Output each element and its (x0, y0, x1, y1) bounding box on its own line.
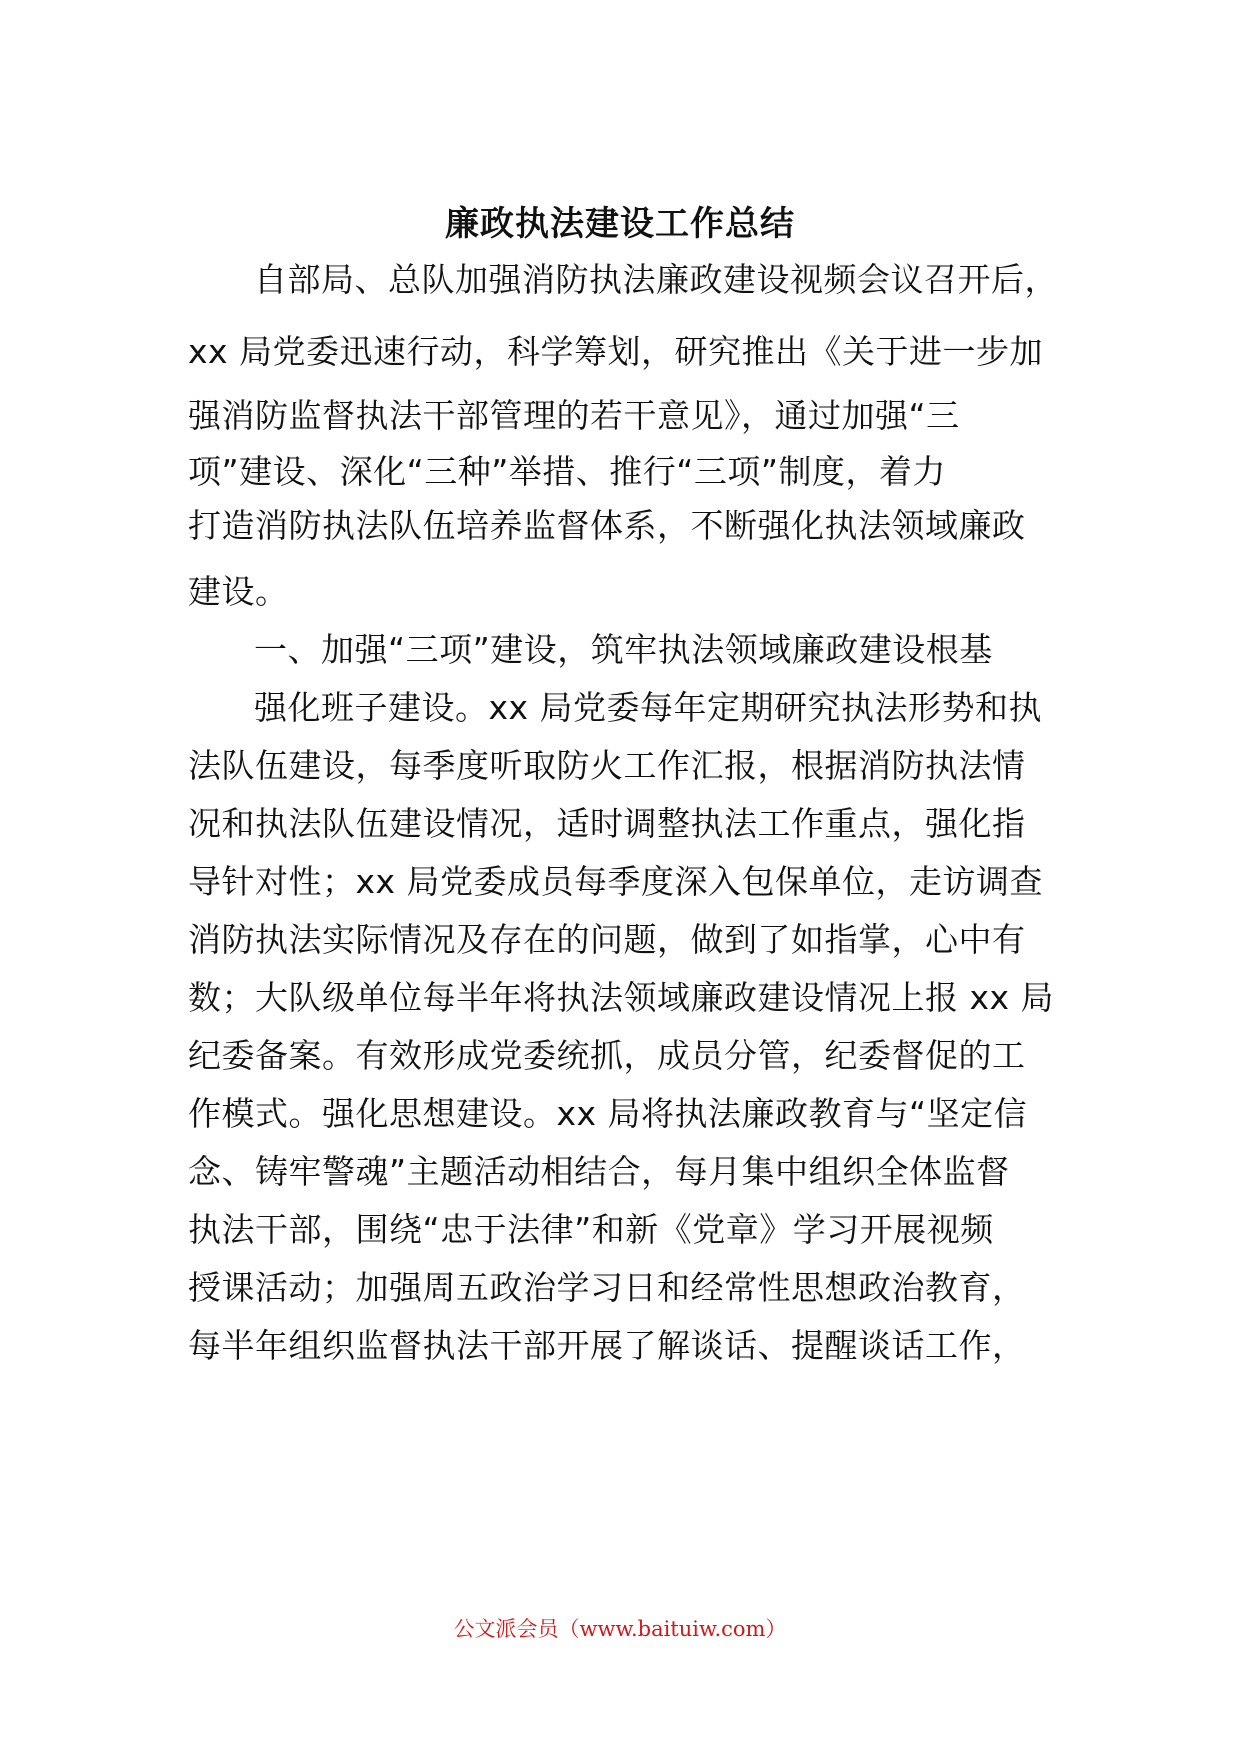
body-line: 授课活动；加强周五政治学习日和经常性思想政治教育， (188, 1268, 1026, 1307)
section-heading: 一、加强“三项”建设，筑牢执法领域廉政建设根基 (254, 630, 993, 669)
body-line: 自部局、总队加强消防执法廉政建设视频会议召开后， (254, 260, 1058, 299)
body-line: 消防执法实际情况及存在的问题，做到了如指掌，心中有 (188, 920, 1026, 959)
footer-watermark: 公文派会员（www.baituiw.com） (453, 1617, 787, 1641)
body-line: 每半年组织监督执法干部开展了解谈话、提醒谈话工作， (188, 1326, 1026, 1365)
body-line: 作模式。强化思想建设。xx 局将执法廉政教育与“坚定信 (188, 1094, 1028, 1133)
body-line: 况和执法队伍建设情况，适时调整执法工作重点，强化指 (188, 804, 1026, 843)
body-line: 法队伍建设，每季度听取防火工作汇报，根据消防执法情 (188, 746, 1026, 785)
body-line: 强化班子建设。xx 局党委每年定期研究执法形势和执 (254, 688, 1043, 727)
body-line: 数；大队级单位每半年将执法领域廉政建设情况上报 xx 局 (188, 978, 1055, 1017)
body-line: 强消防监督执法干部管理的若干意见》，通过加强“三 (188, 396, 960, 435)
body-line: xx 局党委迅速行动，科学筹划，研究推出《关于进一步加 (188, 332, 1044, 371)
document-title: 廉政执法建设工作总结 (445, 204, 795, 244)
body-line: 项”建设、深化“三种”举措、推行“三项”制度，着力 (188, 452, 946, 491)
body-line: 打造消防执法队伍培养监督体系，不断强化执法领域廉政 (188, 506, 1026, 545)
body-line: 纪委备案。有效形成党委统抓，成员分管，纪委督促的工 (188, 1036, 1026, 1075)
body-line: 念、铸牢警魂”主题活动相结合，每月集中组织全体监督 (188, 1152, 1010, 1191)
body-line: 导针对性；xx 局党委成员每季度深入包保单位，走访调查 (188, 862, 1044, 901)
body-line: 执法干部，围绕“忠于法律”和新《党章》学习开展视频 (188, 1210, 994, 1249)
body-line: 建设。 (188, 572, 289, 611)
